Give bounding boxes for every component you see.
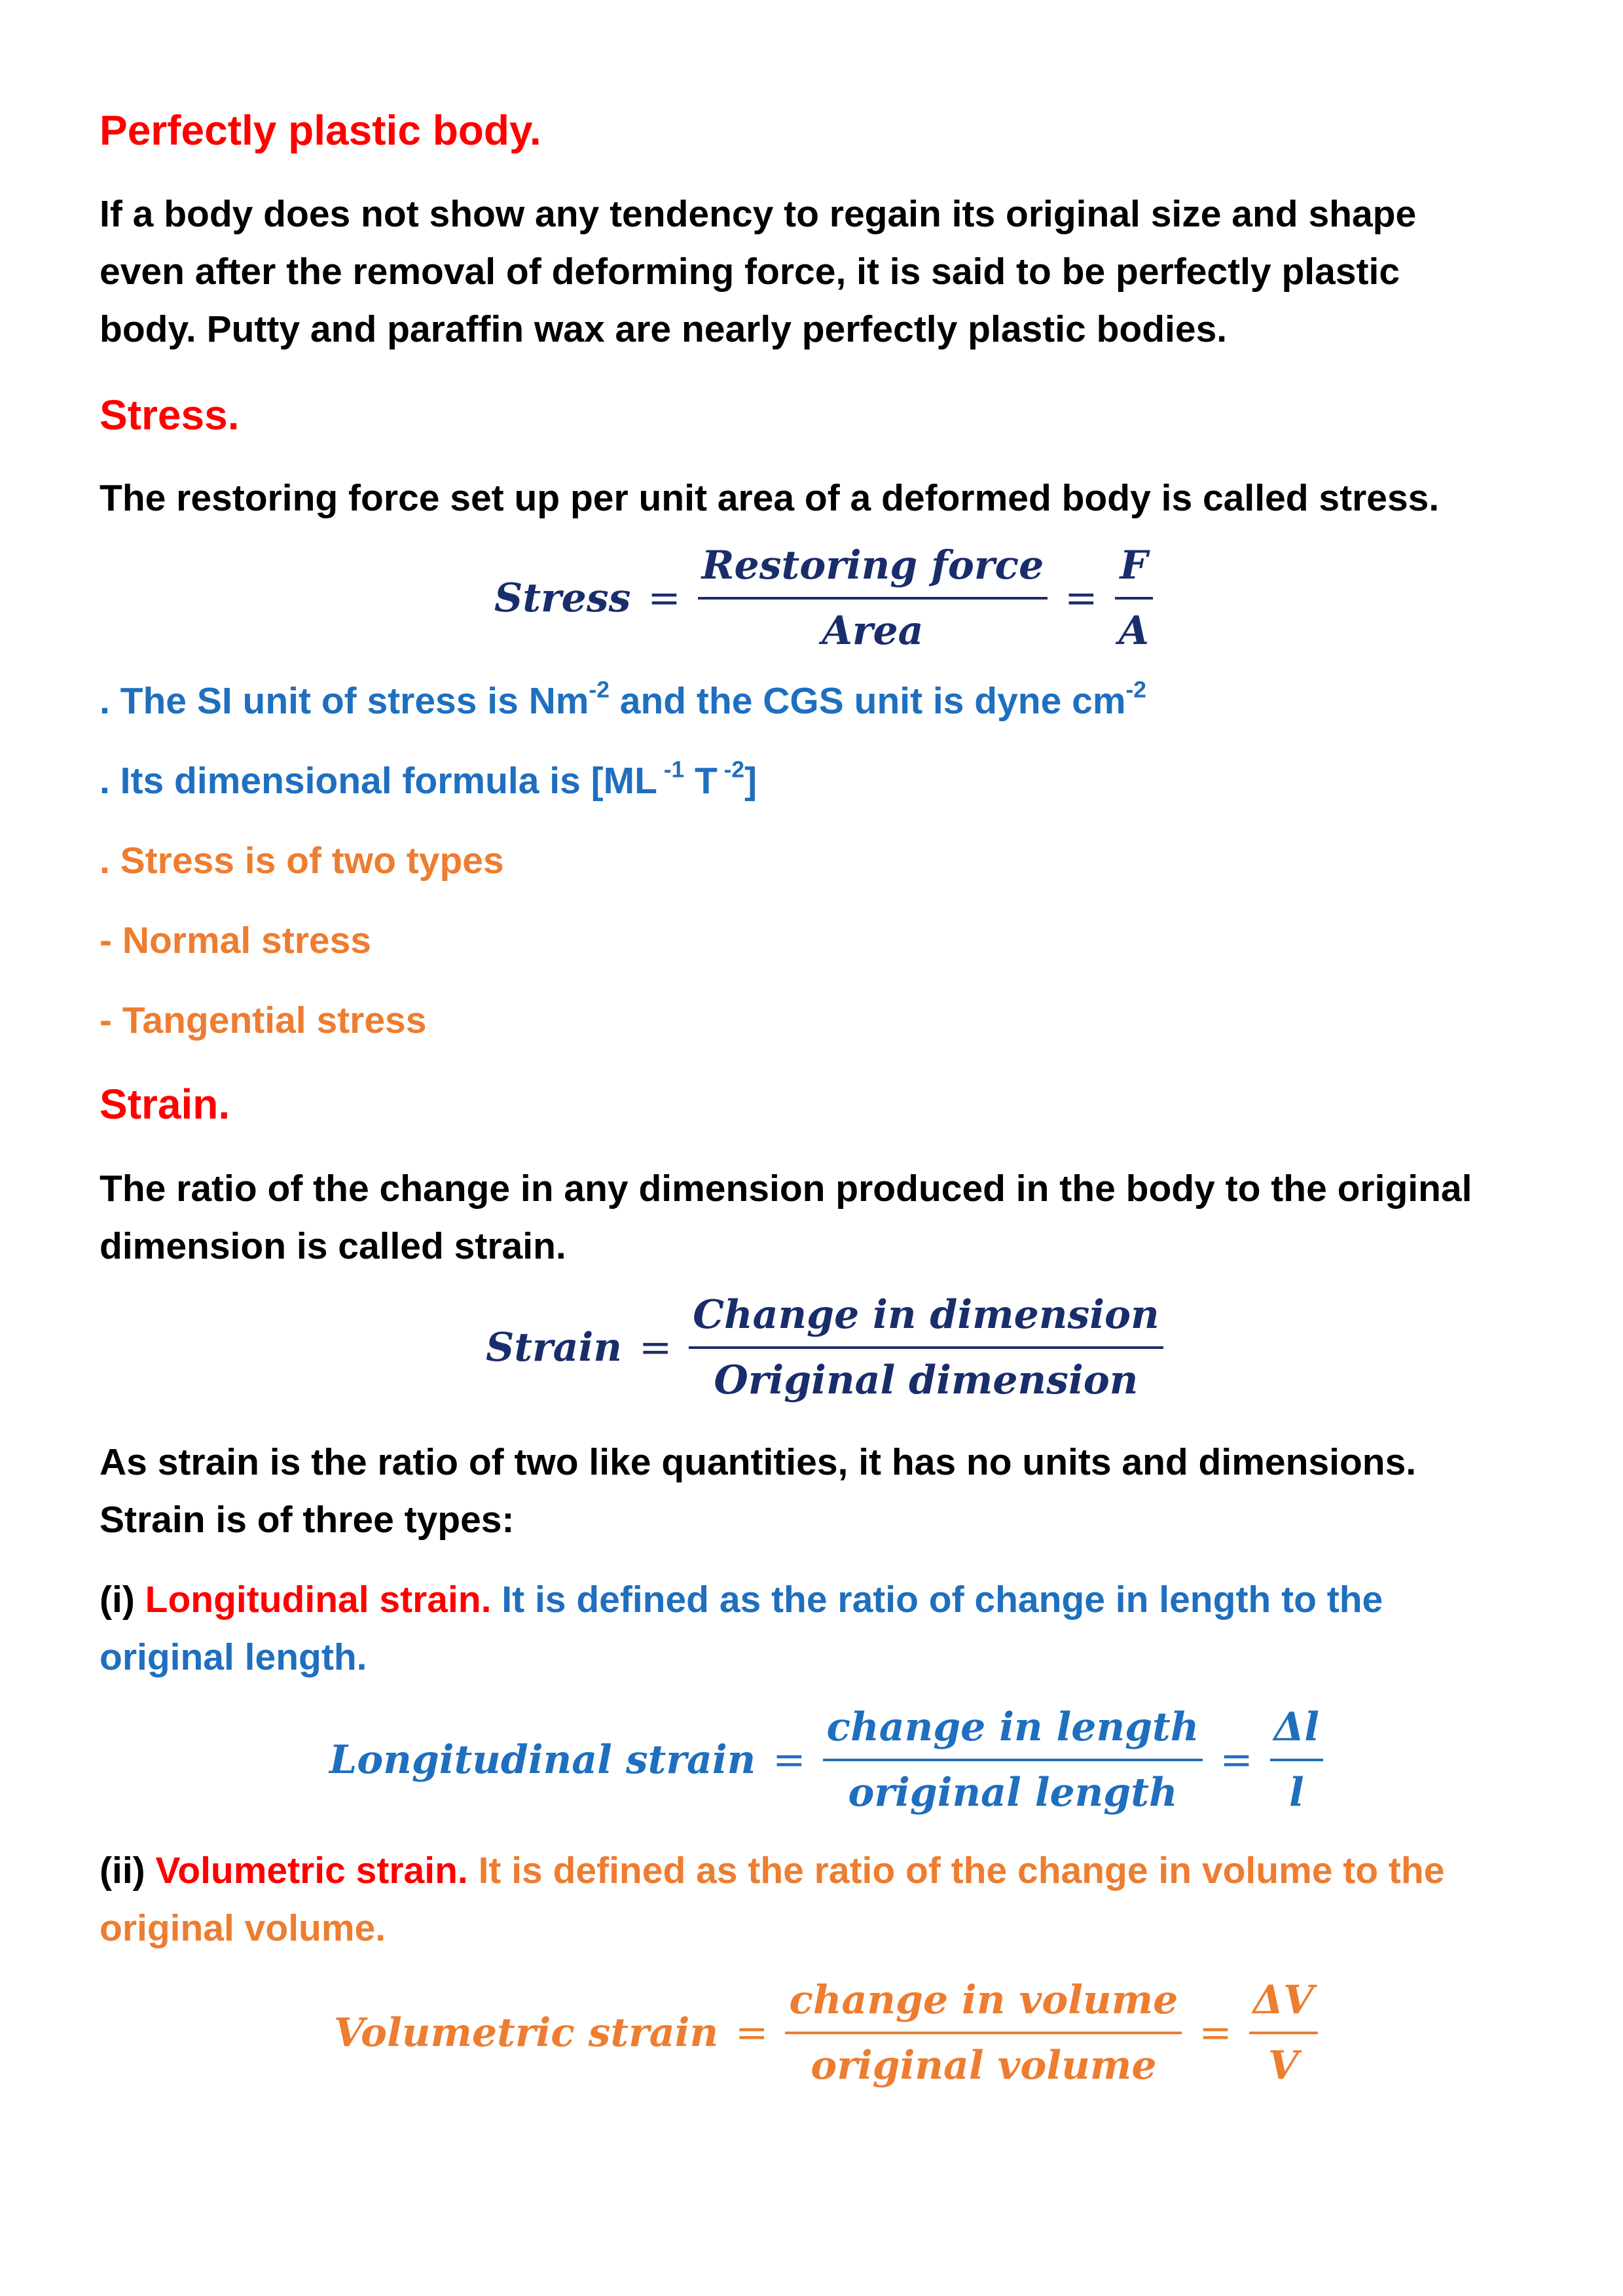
- plastic-paragraph: [100, 185, 1540, 358]
- equals-sign: =: [1220, 1737, 1253, 1783]
- strain-note: [100, 1433, 1540, 1549]
- unit-exponent-cgs: -2: [1125, 677, 1146, 703]
- longitudinal-fraction-delta: [1270, 1705, 1323, 1815]
- plastic-line-3: body. Putty and paraffin wax are nearly perfectly plastic bodies.: [100, 308, 1228, 350]
- plastic-line-2: even after the removal of deforming force, it is said to be perfectly plastic: [100, 251, 1400, 293]
- stress-numerator-f: F: [1120, 543, 1148, 588]
- volumetric-title: Volumetric strain.: [155, 1850, 468, 1892]
- heading-stress: Stress.: [100, 391, 240, 439]
- strain-line-1: The ratio of the change in any dimension produced in the body to the original: [100, 1168, 1472, 1210]
- longitudinal-formula-lhs: Longitudinal strain: [329, 1737, 756, 1783]
- longitudinal-fraction: [823, 1705, 1203, 1815]
- volumetric-strain-formula: [334, 1978, 1318, 2088]
- equals-sign: =: [638, 1325, 672, 1371]
- longitudinal-def-line-1: It is defined as the ratio of change in length to the: [491, 1579, 1383, 1621]
- stress-units: [100, 672, 1540, 730]
- dim-text: . Its dimensional formula is [ML: [100, 760, 657, 802]
- strain-fraction: [689, 1293, 1163, 1403]
- longitudinal-def-line-2: original length.: [100, 1636, 367, 1678]
- strain-formula-lhs: Strain: [486, 1325, 622, 1371]
- unit-text-si: . The SI unit of stress is Nm: [100, 680, 589, 722]
- stress-fraction-fa: [1115, 543, 1154, 653]
- stress-definition: The restoring force set up per unit area of a deformed body is called stress.: [100, 477, 1440, 519]
- unit-exponent-si: -2: [589, 677, 610, 703]
- longitudinal-denominator-l: l: [1288, 1770, 1304, 1816]
- dim-bracket: ]: [744, 760, 757, 802]
- longitudinal-strain-definition: [100, 1571, 1540, 1686]
- longitudinal-label: (i): [100, 1579, 145, 1621]
- strain-note-line-2: Strain is of three types:: [100, 1499, 515, 1541]
- unit-text-cgs: and the CGS unit is dyne cm: [609, 680, 1126, 722]
- heading-strain: Strain.: [100, 1081, 230, 1128]
- equals-sign: =: [1065, 575, 1098, 621]
- stress-type-tangential: - Tangential stress: [100, 999, 427, 1041]
- volumetric-formula-lhs: Volumetric strain: [334, 2010, 719, 2056]
- strain-note-line-1: As strain is the ratio of two like quantities, it has no units and dimensions.: [100, 1441, 1417, 1483]
- strain-denominator: Original dimension: [714, 1357, 1139, 1403]
- equals-sign: =: [773, 1737, 806, 1783]
- equals-sign: =: [647, 575, 681, 621]
- stress-numerator: Restoring force: [701, 543, 1044, 588]
- volumetric-fraction-delta: [1249, 1978, 1318, 2088]
- stress-denominator-a: A: [1118, 608, 1150, 654]
- stress-formula-lhs: Stress: [494, 575, 631, 621]
- volumetric-numerator: change in volume: [789, 1977, 1178, 2023]
- longitudinal-strain-formula: [329, 1705, 1323, 1815]
- stress-dimensional-formula: [100, 752, 1540, 810]
- strain-numerator: Change in dimension: [693, 1292, 1159, 1338]
- volumetric-def-line-1: It is defined as the ratio of the change in volume to the: [467, 1850, 1445, 1892]
- stress-types-intro: . Stress is of two types: [100, 840, 504, 882]
- strain-formula: [486, 1293, 1163, 1403]
- volumetric-fraction: [785, 1978, 1182, 2088]
- longitudinal-denominator: original length: [848, 1770, 1178, 1816]
- volumetric-strain-definition: [100, 1842, 1540, 1957]
- heading-plastic: Perfectly plastic body.: [100, 107, 541, 154]
- plastic-line-1: If a body does not show any tendency to regain its original size and shape: [100, 193, 1417, 235]
- stress-formula: [494, 543, 1153, 653]
- equals-sign: =: [735, 2010, 769, 2056]
- volumetric-def-line-2: original volume.: [100, 1907, 386, 1949]
- dim-exponent-t: -2: [717, 757, 745, 783]
- volumetric-denominator-v: V: [1267, 2043, 1299, 2089]
- strain-definition: [100, 1160, 1540, 1275]
- stress-type-normal: - Normal stress: [100, 920, 372, 961]
- equals-sign: =: [1199, 2010, 1232, 2056]
- stress-fraction: [698, 543, 1048, 653]
- volumetric-label: (ii): [100, 1850, 156, 1892]
- dim-exponent-l: -1: [657, 757, 685, 783]
- longitudinal-numerator: change in length: [826, 1704, 1199, 1750]
- longitudinal-title: Longitudinal strain.: [145, 1579, 492, 1621]
- stress-denominator: Area: [822, 608, 924, 654]
- volumetric-numerator-delta: ΔV: [1252, 1977, 1314, 2023]
- strain-line-2: dimension is called strain.: [100, 1225, 566, 1267]
- volumetric-denominator: original volume: [811, 2043, 1157, 2089]
- dim-text-t: T: [684, 760, 718, 802]
- longitudinal-numerator-delta: Δl: [1273, 1704, 1320, 1750]
